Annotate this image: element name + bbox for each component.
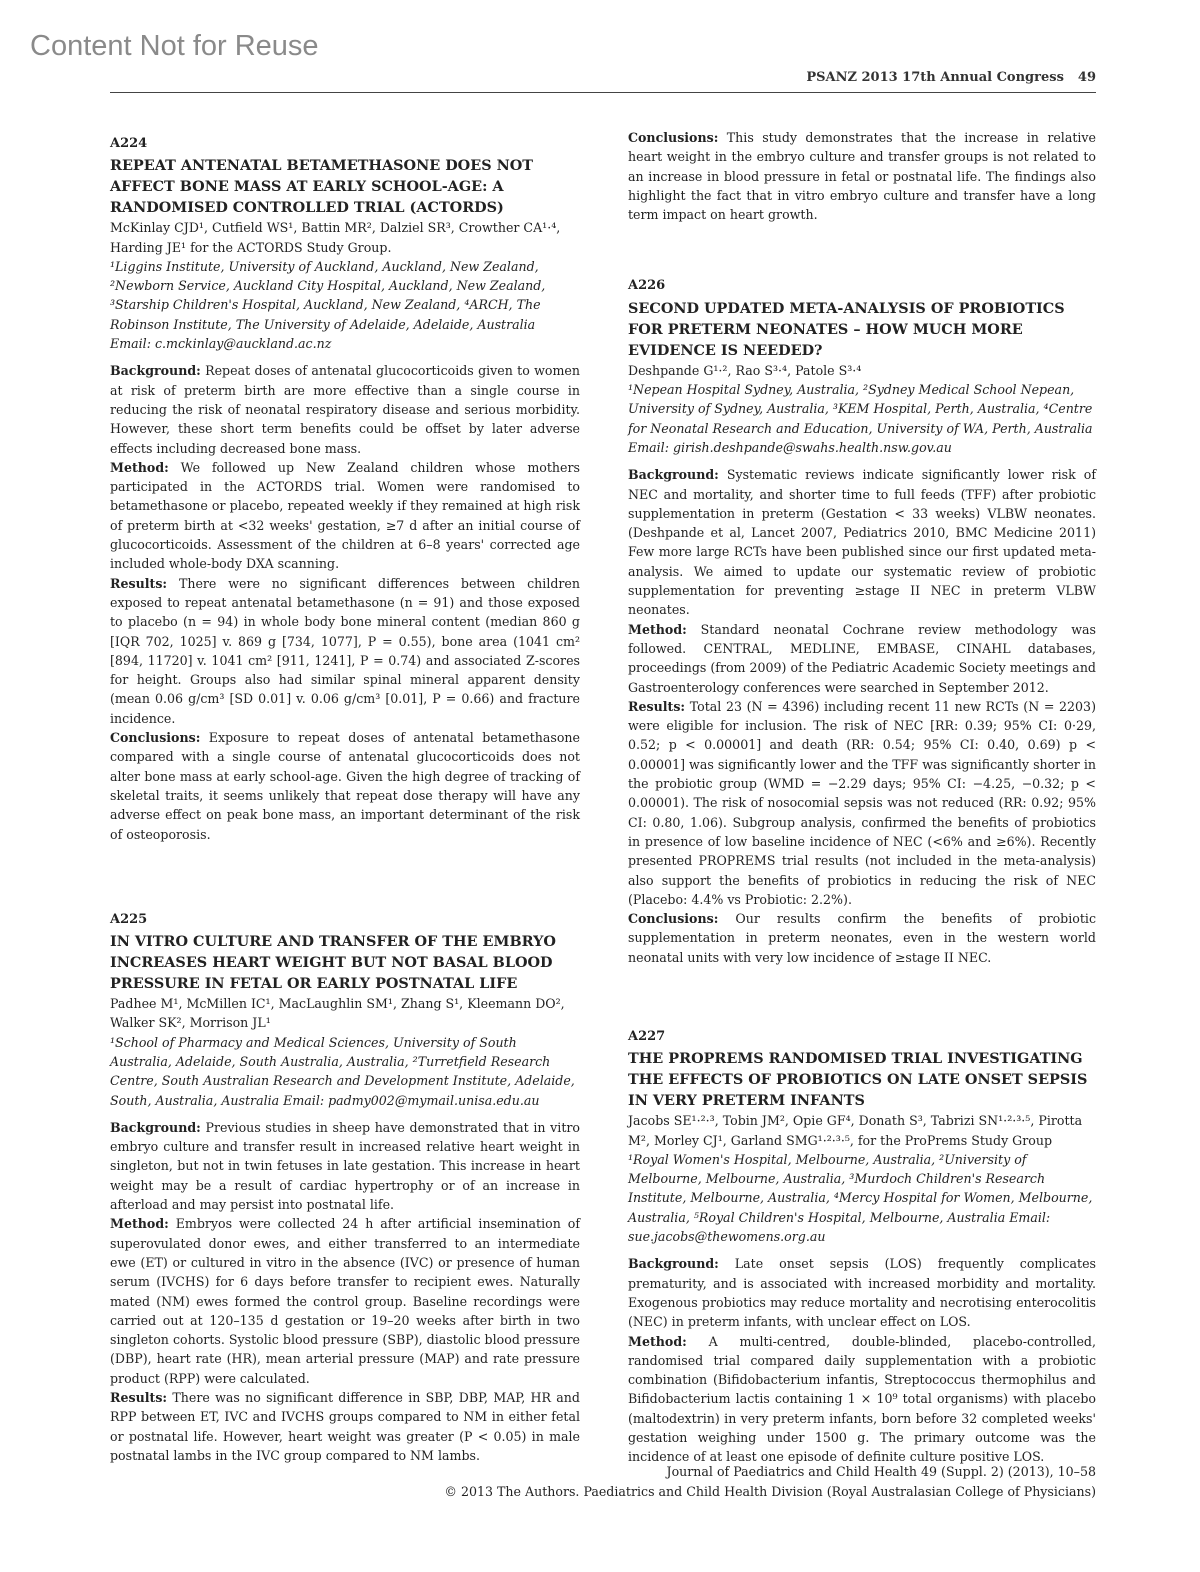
abstract-id: A227 [628,1028,666,1044]
results-label: Results: [110,1390,168,1406]
copyright-line: © 2013 The Authors. Paediatrics and Child Health Division (Royal Australasian College of Physicians) [444,1484,1096,1499]
page-number: 49 [1077,70,1096,85]
abstract-a225 [110,910,580,1465]
abstract-id: A226 [628,278,666,294]
background-label: Background: [628,1256,719,1272]
abstract-affiliations: ¹Nepean Hospital Sydney, Australia, ²Sydney Medical School Nepean, University of Sydney, Australia, ³KEM Hospital, Perth, Australia, ⁴Centre for Neonatal Research and Education, University of WA, Perth, Australia Email: girish.deshpande@swahs.health.nsw.gov.au [628,382,1093,455]
abstract-id: A225 [110,911,148,927]
abstract-a224 [110,134,580,844]
abstract-authors: Jacobs SE¹·²·³, Tobin JM², Opie GF⁴, Donath S³, Tabrizi SN¹·²·³·⁵, Pirotta M², Morley CJ¹, Garland SMG¹·²·³·⁵, for the ProPrems Study Group [628,1113,1083,1148]
abstract-affiliations: ¹School of Pharmacy and Medical Sciences, University of South Australia, Adelaide, South Australia, Australia, ²Turretfield Research Centre, South Australian Research and Development Institute, Adelaide, South, Australia, Australia Email: padmy002@mymail.unisa.edu.au [110,1034,575,1108]
background-section [110,1118,580,1214]
background-text: Previous studies in sheep have demonstrated that in vitro embryo culture and transfer result in increased relative heart weight in singleton, but not in twin fetuses in late gestation. This increase in heart weight may be a result of cardiac hypertrophy or of an increase in afterload and may persist into postnatal life. [110,1119,580,1213]
abstract-authors: McKinlay CJD¹, Cutfield WS¹, Battin MR², Dalziel SR³, Crowther CA¹·⁴, Harding JE¹ for the ACTORDS Study Group. [110,220,561,255]
conclusions-label: Conclusions: [628,911,719,927]
abstract-title: REPEAT ANTENATAL BETAMETHASONE DOES NOT AFFECT BONE MASS AT EARLY SCHOOL-AGE: A RANDOMISED CONTROLLED TRIAL (ACTORDS) [110,157,533,217]
journal-citation: Journal of Paediatrics and Child Health 49 (Suppl. 2) (2013), 10–58 [666,1464,1096,1479]
background-section [110,361,580,457]
method-label: Method: [628,621,687,637]
abstract-authors: Deshpande G¹·², Rao S³·⁴, Patole S³·⁴ [628,362,862,378]
method-text: Embryos were collected 24 h after artificial insemination of superovulated donor ewes, and either transferred to an intermediate ewe (ET) or cultured in vitro in the absence (IVC) or presence of human serum (IVCHS) for 6 days before transfer to recipient ewes. Naturally mated (NM) ewes formed the control group. Baseline recordings were carried out at 120–135 d gestation or 19–20 weeks after birth in two singleton cohorts. Systolic blood pressure (SBP), diastolic blood pressure (DBP), heart rate (HR), mean arterial pressure (MAP) and rate pressure product (RPP) were calculated. [110,1216,580,1386]
method-text: Standard neonatal Cochrane review methodology was followed. CENTRAL, MEDLINE, EMBASE, CINAHL databases, proceedings (from 2009) of the Pediatric Academic Society meetings and Gastroenterology conferences were searched in September 2012. [628,621,1096,695]
background-text: Systematic reviews indicate significantly lower risk of NEC and mortality, and shorter time to full feeds (TFF) after probiotic supplementation in preterm (Gestation < 33 weeks) VLBW neonates. (Deshpande et al, Lancet 2007, Pediatrics 2010, BMC Medicine 2011) Few more large RCTs have been published since our first updated meta-analysis. We aimed to update our systematic review of probiotic supplementation for preventing ≥stage II NEC in preterm VLBW neonates. [628,467,1096,618]
right-column [628,128,1096,1467]
conclusions-section [628,909,1096,967]
left-column [110,128,580,1525]
method-section [110,1214,580,1388]
running-title: PSANZ 2013 17th Annual Congress [806,70,1064,85]
method-section [628,1332,1096,1467]
results-text: There was no significant difference in SBP, DBP, MAP, HR and RPP between ET, IVC and IVCHS groups compared to NM in either fetal or postnatal life. However, heart weight was greater (P < 0.05) in male postnatal lambs in the IVC group compared to NM lambs. [110,1390,580,1463]
running-head [806,70,1096,85]
method-label: Method: [628,1333,687,1349]
results-label: Results: [110,575,168,591]
results-text: There were no significant differences between children exposed to repeat antenatal betamethasone (n = 91) and those exposed to placebo (n = 94) in whole body bone mineral content (median 860 g [IQR 702, 1025] v. 869 g [734, 1077], P = 0.55), bone area (1041 cm² [894, 11720] v. 1041 cm² [911, 1241], P = 0.74) and associated Z-scores for height. Groups also had similar spinal mineral apparent density (mean 0.06 g/cm³ [SD 0.01] v. 0.06 g/cm³ [0.01], P = 0.66) and fracture incidence. [110,575,580,726]
header-rule [110,92,1096,93]
results-section [110,1388,580,1465]
background-label: Background: [110,363,201,379]
results-section [110,574,580,728]
background-text: Late onset sepsis (LOS) frequently complicates prematurity, and is associated with increased morbidity and mortality. Exogenous probiotics may reduce mortality and necrotising enterocolitis (NEC) in preterm infants, with unclear effect on LOS. [628,1256,1096,1330]
conclusions-text: Our results confirm the benefits of probiotic supplementation in preterm neonates, even in the western world neonatal units with very low incidence of ≥stage II NEC. [628,911,1097,965]
results-section [628,697,1096,909]
background-text: Repeat doses of antenatal glucocorticoids given to women at risk of preterm birth are more effective than a single course in reducing the risk of neonatal respiratory disease and serious morbidity. However, these short term benefits could be offset by later adverse effects including decreased bone mass. [110,363,580,456]
method-label: Method: [110,1216,169,1232]
abstract-id: A224 [110,136,148,151]
conclusions-label: Conclusions: [628,130,719,145]
conclusions-text: Exposure to repeat doses of antenatal betamethasone compared with a single course of antenatal glucocorticoids does not alter bone mass at early school-age. Given the high degree of tracking of skeletal traits, it seems unlikely that repeat dose therapy will have any adverse effect on peak bone mass, an important determinant of the risk of osteoporosis. [110,730,580,842]
background-section [628,465,1096,619]
background-section [628,1254,1096,1331]
abstract-title: IN VITRO CULTURE AND TRANSFER OF THE EMBRYO INCREASES HEART WEIGHT BUT NOT BASAL BLOOD PRESSURE IN FETAL OR EARLY POSTNATAL LIFE [110,933,556,993]
a225-conclusions-continued [628,128,1096,224]
conclusions-section [110,728,580,844]
abstract-a227 [628,1027,1096,1467]
abstract-affiliations: ¹Royal Women's Hospital, Melbourne, Australia, ²University of Melbourne, Melbourne, Australia, ³Murdoch Children's Research Institute, Melbourne, Australia, ⁴Mercy Hospital for Women, Melbourne, Australia, ⁵Royal Children's Hospital, Melbourne, Australia Email: sue.jacobs@thewomens.org.au [628,1151,1093,1245]
method-text: We followed up New Zealand children whose mothers participated in the ACTORDS trial. Women were randomised to betamethasone or placebo, repeated weekly if they remained at high risk of preterm birth at <32 weeks' gestation, ≥7 d after an initial course of glucocorticoids. Assessment of the children at 6–8 years' corrected age included whole-body DXA scanning. [110,459,580,572]
watermark: Content Not for Reuse [30,30,319,62]
method-section [628,620,1096,697]
page-footer [444,1462,1096,1502]
abstract-a226 [628,276,1096,967]
conclusions-text: This study demonstrates that the increase in relative heart weight in the embryo culture and transfer groups is not related to an increase in blood pressure in fetal or postnatal life. The findings also highlight the fact that in vitro embryo culture and transfer have a long term impact on heart growth. [628,130,1096,223]
abstract-title: THE PROPREMS RANDOMISED TRIAL INVESTIGATING THE EFFECTS OF PROBIOTICS ON LATE ONSET SEPSIS IN VERY PRETERM INFANTS [628,1050,1088,1110]
background-label: Background: [110,1119,201,1135]
background-label: Background: [628,467,719,483]
conclusions-label: Conclusions: [110,730,201,746]
method-label: Method: [110,459,169,475]
results-label: Results: [628,698,686,714]
abstract-title: SECOND UPDATED META-ANALYSIS OF PROBIOTICS FOR PRETERM NEONATES – HOW MUCH MORE EVIDENCE IS NEEDED? [628,299,1065,359]
method-section [110,458,580,574]
abstract-authors: Padhee M¹, McMillen IC¹, MacLaughlin SM¹, Zhang S¹, Kleemann DO², Walker SK², Morrison JL¹ [110,996,565,1031]
abstract-affiliations: ¹Liggins Institute, University of Auckland, Auckland, New Zealand, ²Newborn Service, Auckland City Hospital, Auckland, New Zealand, ³Starship Children's Hospital, Auckland, New Zealand, ⁴ARCH, The Robinson Institute, The University of Adelaide, Adelaide, Australia Email: c.mckinlay@auckland.ac.nz [110,258,546,352]
method-text: A multi-centred, double-blinded, placebo-controlled, randomised trial compared daily supplementation with a probiotic combination (Bifidobacterium infantis, Streptococcus thermophilus and Bifidobacterium lactis containing 1 × 10⁹ total organisms) with placebo (maltodextrin) in very preterm infants, born before 32 completed weeks' gestation weighing under 1500 g. The primary outcome was the incidence of at least one episode of definite culture positive LOS. [628,1333,1096,1465]
results-text: Total 23 (N = 4396) including recent 11 new RCTs (N = 2203) were eligible for inclusion. The risk of NEC [RR: 0.39; 95% CI: 0·29, 0.52; p < 0.00001] and death (RR: 0.54; 95% CI: 0.40, 0.69) p < 0.00001] was significantly lower and the TFF was significantly shorter in the probiotic group (WMD = −2.29 days; 95% CI: −4.25, −0.32; p < 0.00001). The risk of nosocomial sepsis was not reduced (RR: 0.92; 95% CI: 0.80, 1.06). Subgroup analysis, confirmed the benefits of probiotics in presence of low baseline incidence of NEC (<6% and ≥6%). Recently presented PROPREMS trial results (not included in the meta-analysis) also support the benefits of probiotics in reducing the risk of NEC (Placebo: 4.4% vs Probiotic: 2.2%). [628,698,1096,907]
